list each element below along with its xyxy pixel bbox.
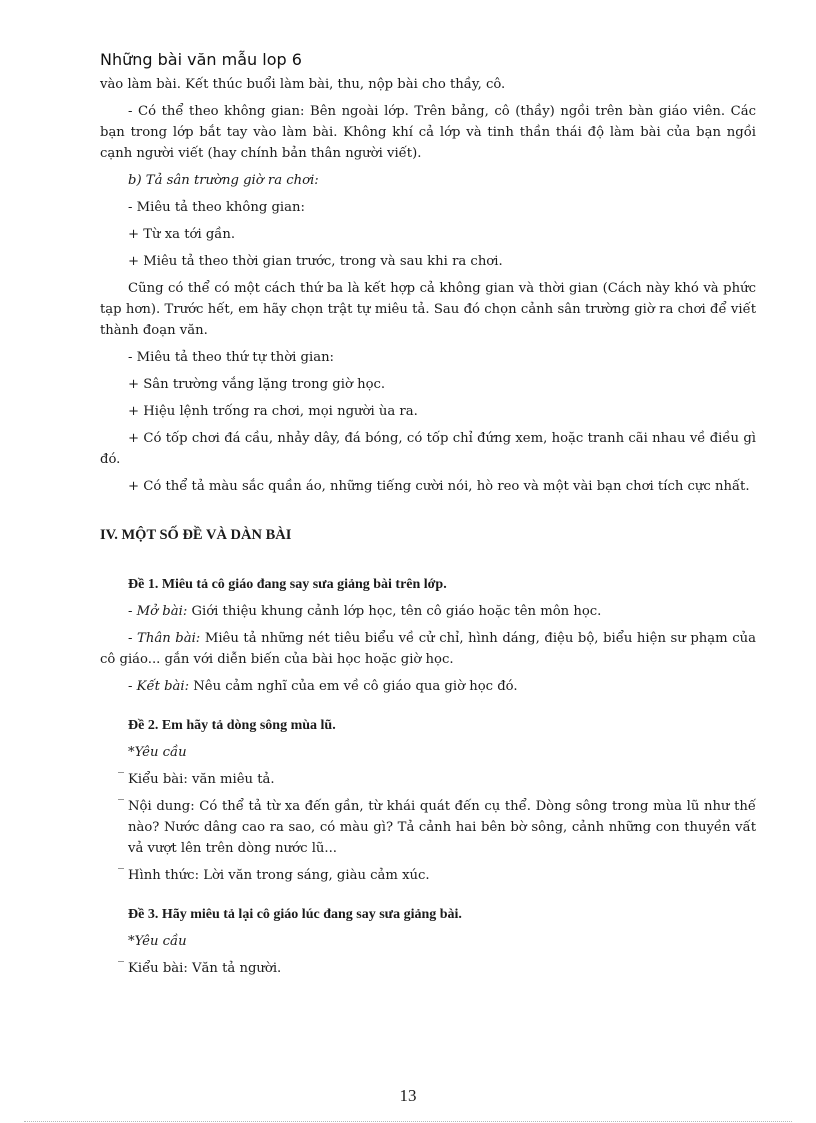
de2-bullet-2: ‾ Nội dung: Có thể tả từ xa đến gần, từ khái quát đến cụ thể. Dòng sông trong mùa lũ như thế nào? Nước dâng cao ra sao, có màu gì? Tả cảnh hai bên bờ sông, cảnh những con thuyền vất vả vượt lên trên dòng nước lũ... xyxy=(100,796,756,859)
ket-bai-text: Nêu cảm nghĩ của em về cô giáo qua giờ học đó. xyxy=(189,679,518,694)
de2-title: Đề 2. Em hãy tả dòng sông mùa lũ. xyxy=(128,718,336,733)
de3-title: Đề 3. Hãy miêu tả lại cô giáo lúc đang say sưa giảng bài. xyxy=(128,907,462,922)
paragraph: + Sân trường vắng lặng trong giờ học. xyxy=(128,377,386,392)
footer-divider xyxy=(24,1121,792,1122)
paragraph: Cũng có thể có một cách thứ ba là kết hợp cả không gian và thời gian (Cách này khó và phức tạp hơn). Trước hết, em hãy chọn trật tự miêu tả. Sau đó chọn cảnh sân trường giờ ra chơi để viết thành đoạn văn. xyxy=(100,281,756,338)
dash-prefix: - xyxy=(128,604,137,619)
mo-bai-label: Mở bài: xyxy=(136,604,188,619)
section-heading: IV. MỘT SỐ ĐỀ VÀ DÀN BÀI xyxy=(100,527,292,543)
mo-bai-text: Giới thiệu khung cảnh lớp học, tên cô giáo hoặc tên môn học. xyxy=(187,604,602,619)
de2-bullet-1: ‾ Kiểu bài: văn miêu tả. xyxy=(100,769,756,790)
subheading: b) Tả sân trường giờ ra chơi: xyxy=(128,173,319,188)
paragraph: + Có tốp chơi đá cầu, nhảy dây, đá bóng, có tốp chỉ đứng xem, hoặc tranh cãi nhau về điều gì đó. xyxy=(100,431,756,467)
paragraph: - Miêu tả theo không gian: xyxy=(128,200,305,215)
dash-prefix: - xyxy=(128,679,137,694)
paragraph: + Miêu tả theo thời gian trước, trong và sau khi ra chơi. xyxy=(128,254,503,269)
than-bai-text: Miêu tả những nét tiêu biểu về cử chỉ, hình dáng, điệu bộ, biểu hiện sư phạm của cô giáo... gắn với diễn biến của bài học hoặc giờ học. xyxy=(100,631,756,667)
de2-bullet-3: ‾ Hình thức: Lời văn trong sáng, giàu cảm xúc. xyxy=(100,865,756,886)
page-number: 13 xyxy=(399,1086,417,1105)
paragraph: - Miêu tả theo thứ tự thời gian: xyxy=(128,350,335,365)
bullet-glyph: ‾ xyxy=(118,866,124,880)
paragraph: + Từ xa tới gần. xyxy=(128,227,236,242)
bullet-glyph: ‾ xyxy=(118,797,124,811)
ket-bai-label: Kết bài: xyxy=(136,679,190,694)
de1-title: Đề 1. Miêu tả cô giáo đang say sưa giảng bài trên lớp. xyxy=(128,577,447,592)
de3-bullet-1: ‾ Kiểu bài: Văn tả người. xyxy=(100,958,756,979)
de1-ket-bai xyxy=(100,676,756,697)
dash-prefix: - xyxy=(128,631,138,646)
de3-yeu-cau: *Yêu cầu xyxy=(128,934,187,949)
paragraph: + Có thể tả màu sắc quần áo, những tiếng cười nói, hò reo và một vài bạn chơi tích cực nhất. xyxy=(128,479,750,494)
de2-yeu-cau: *Yêu cầu xyxy=(128,745,187,760)
bullet-glyph: ‾ xyxy=(118,770,124,784)
page-body xyxy=(100,74,756,985)
paragraph: + Hiệu lệnh trống ra chơi, mọi người ùa ra. xyxy=(128,404,418,419)
de1-mo-bai xyxy=(100,601,756,622)
paragraph: vào làm bài. Kết thúc buổi làm bài, thu, nộp bài cho thầy, cô. xyxy=(100,77,506,92)
de1-than-bai xyxy=(100,628,756,670)
paragraph: - Có thể theo không gian: Bên ngoài lớp. Trên bảng, cô (thầy) ngồi trên bàn giáo viên. Các bạn trong lớp bắt tay vào làm bài. Không khí cả lớp và tinh thần thái độ làm bài của bạn ngồi cạnh người viết (hay chính bản thân người viết). xyxy=(100,104,756,161)
bullet-glyph: ‾ xyxy=(118,959,124,973)
than-bai-label: Thân bài: xyxy=(137,631,201,646)
page-header: Những bài văn mẫu lop 6 xyxy=(100,50,302,69)
